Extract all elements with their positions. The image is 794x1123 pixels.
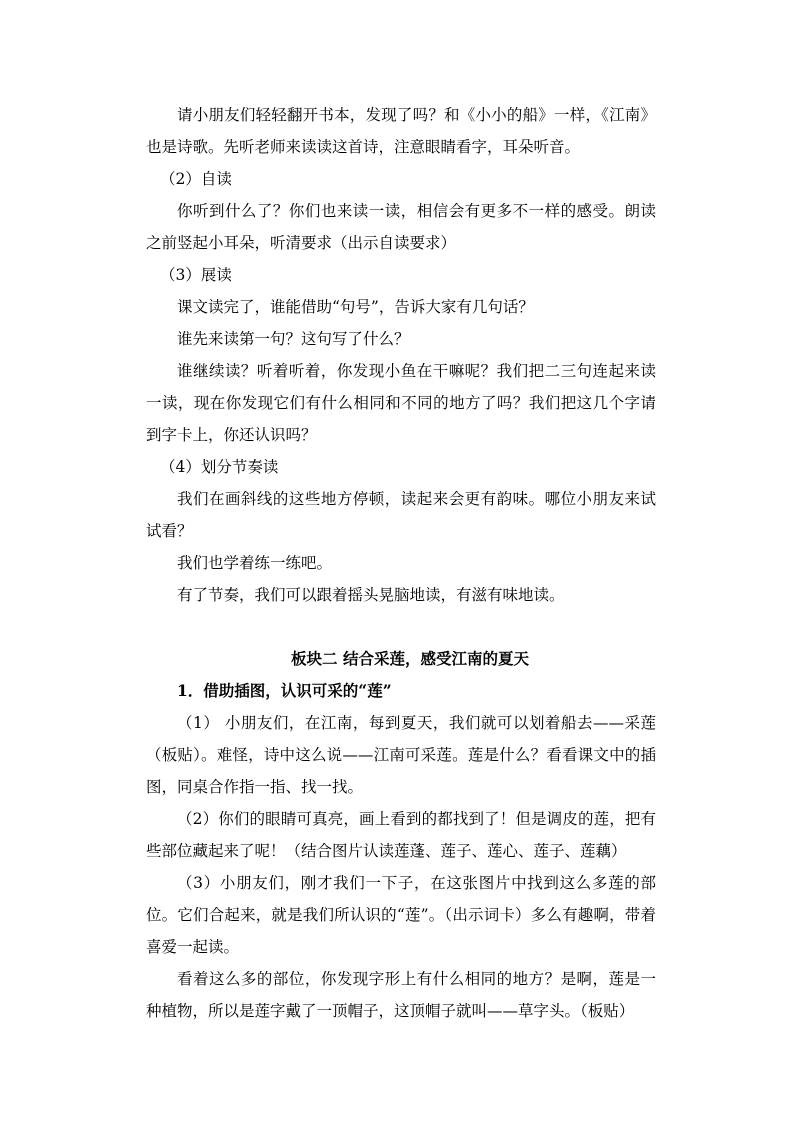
step-show-reading: （3）展读 (160, 266, 232, 284)
section-gap (146, 611, 656, 643)
document-content (146, 99, 656, 1027)
paragraph-self-reading: 你听到什么了？你们也来读一读，相信会有更多不一样的感受。朗读之前竖起小耳朵，听清要求（出示自读要求） (146, 202, 656, 252)
step-self-reading: （2）自读 (160, 170, 232, 188)
subheading-lotus: 1．借助插图，认识可采的“莲” (177, 681, 392, 700)
paragraph-intro: 请小朋友们轻轻翻开书本，发现了吗？和《小小的船》一样，《江南》也是诗歌。先听老师来读读这首诗，注意眼睛看字，耳朵听音。 (146, 106, 656, 156)
paragraph-practice: 我们也学着练一练吧。 (177, 554, 333, 572)
paragraph-pause: 我们在画斜线的这些地方停顿，读起来会更有韵味。哪位小朋友来试试看？ (146, 490, 656, 540)
paragraph-rhythm: 有了节奏，我们可以跟着摇头晃脑地读，有滋有味地读。 (177, 586, 565, 604)
paragraph-continue-reading: 谁继续读？听着听着，你发现小鱼在干嘛呢？我们把二三句连起来读一读，现在你发现它们有什么相同和不同的地方了吗？我们把这几个字请到字卡上，你还认识吗？ (146, 362, 656, 444)
paragraph-lotus-3: （3）小朋友们，刚才我们一下子，在这张图片中找到这么多莲的部位。它们合起来，就是我们所认识的“莲”。（出示词卡）多么有趣啊，带着喜爱一起读。 (146, 874, 656, 956)
step-rhythm-reading: （4）划分节奏读 (160, 458, 279, 476)
paragraph-lotus-1: （1） 小朋友们，在江南，每到夏天，我们就可以划着船去——采莲（板贴）。难怪，诗中这么说——江南可采莲。莲是什么？看看课文中的插图，同桌合作指一指、找一找。 (146, 714, 656, 796)
paragraph-sentence-count: 课文读完了，谁能借助“句号”，告诉大家有几句话？ (177, 298, 534, 316)
section-title: 板块二 结合采莲，感受江南的夏天 (291, 649, 529, 668)
paragraph-lotus-2: （2）你们的眼睛可真亮，画上看到的都找到了！但是调皮的莲，把有些部位藏起来了呢！（结合图片认读莲蓬、莲子、莲心、莲子、莲藕） (146, 810, 656, 860)
paragraph-first-sentence: 谁先来读第一句？这句写了什么？ (177, 330, 410, 348)
paragraph-lotus-4: 看着这么多的部位，你发现字形上有什么相同的地方？是啊，莲是一种植物，所以是莲字戴了一顶帽子，这顶帽子就叫——草字头。（板贴） (146, 970, 656, 1020)
